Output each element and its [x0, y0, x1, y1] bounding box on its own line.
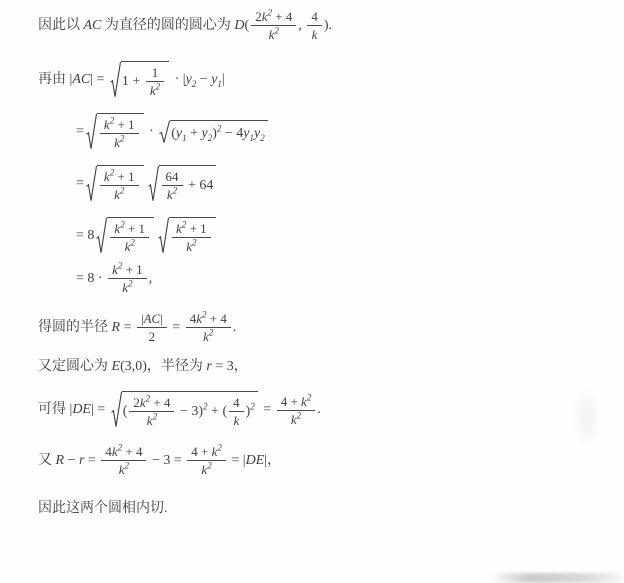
radical-sign-icon: [111, 391, 122, 429]
fraction: [146, 64, 164, 99]
text-run: + 4: [150, 395, 171, 410]
text-run: 4: [189, 311, 197, 326]
fraction-numerator: [186, 310, 231, 327]
text-run: )$^2$: [212, 122, 222, 141]
text-run: (: [122, 403, 128, 419]
fraction-denominator: [187, 460, 226, 478]
fraction-numerator: [146, 64, 164, 81]
text-run: + (: [207, 403, 228, 419]
fraction: [110, 220, 149, 255]
text-run: |，: [264, 452, 282, 468]
text-run: 再由 |: [38, 72, 73, 87]
fraction-denominator: [100, 185, 139, 203]
math-variable: $k^2$: [301, 392, 312, 409]
fraction: [101, 443, 146, 478]
radical-sign-icon: [159, 120, 170, 144]
text-run: −: [196, 72, 212, 87]
text-run: + 1: [124, 221, 146, 236]
math-solution-text: [38, 8, 614, 533]
text-run: + 1: [186, 221, 207, 236]
text-run: | =: [90, 72, 108, 87]
document-line: [76, 261, 614, 296]
text-run: 4: [233, 395, 240, 410]
text-run: ·: [145, 124, 158, 139]
text-run: =: [84, 452, 100, 468]
radical-sign-icon: [110, 61, 121, 99]
fraction: [100, 116, 139, 151]
radicand: [121, 61, 169, 99]
fraction: [229, 394, 244, 429]
math-variable: $y_2$: [254, 125, 265, 143]
text-run: 因此这两个圆相内切.: [38, 501, 168, 516]
text-run: .: [317, 402, 321, 417]
text-run: 2: [255, 9, 262, 24]
sqrt-radical: [86, 113, 144, 151]
sqrt-radical: [110, 61, 169, 99]
fraction-numerator: [100, 168, 139, 185]
text-run: + 1: [114, 169, 135, 184]
radical-sign-icon: [86, 113, 97, 151]
fraction-denominator: [129, 411, 174, 429]
radical-sign-icon: [148, 165, 159, 203]
document-line: [38, 357, 614, 377]
fraction: [137, 310, 167, 345]
text-run: 得圆的半径: [38, 319, 112, 335]
text-run: 4: [311, 9, 318, 24]
text-run: 64: [165, 169, 179, 184]
math-variable: AC: [72, 72, 91, 87]
math-variable: k: [311, 27, 318, 42]
fraction-denominator: [162, 185, 183, 203]
text-run: =: [259, 402, 275, 417]
text-run: =: [76, 176, 84, 191]
math-variable: $k^2$: [103, 167, 115, 184]
fraction-numerator: [110, 220, 149, 237]
math-variable: $k^2$: [196, 309, 207, 326]
text-run: =: [168, 319, 184, 335]
text-run: + 4: [271, 9, 293, 24]
fraction-denominator: [110, 237, 149, 255]
math-variable: $k^2$: [114, 133, 125, 150]
fraction-denominator: [229, 411, 244, 429]
fraction-numerator: [137, 310, 167, 327]
math-variable: $k^2$: [118, 460, 130, 477]
document-line: [38, 443, 614, 478]
text-run: = |: [227, 452, 246, 468]
document-line: [38, 310, 614, 345]
text-run: 4 +: [191, 444, 212, 459]
text-run: −: [64, 452, 79, 468]
math-variable: k: [233, 413, 240, 428]
math-variable: $k^2$: [122, 278, 133, 295]
text-run: 4: [105, 444, 112, 459]
sqrt-radical: [148, 165, 217, 203]
math-variable: E: [111, 359, 121, 374]
document-line: [38, 8, 614, 43]
text-run: | =: [90, 402, 109, 417]
fraction-denominator: [137, 327, 167, 345]
text-run: )$^2$: [245, 400, 255, 419]
text-run: + 4: [206, 311, 227, 326]
text-run: = 8: [76, 228, 95, 243]
document-line: [76, 217, 614, 255]
math-variable: D: [234, 17, 245, 33]
fraction-numerator: [251, 8, 296, 25]
fraction-denominator: [101, 460, 146, 478]
text-run: + 64: [184, 177, 214, 193]
math-variable: r: [78, 452, 85, 468]
math-variable: DE: [72, 402, 91, 417]
text-run: .: [232, 319, 237, 335]
math-variable: $k^2$: [203, 327, 214, 344]
radical-sign-icon: [86, 165, 97, 203]
fraction-numerator: [277, 393, 316, 410]
fraction-numerator: [187, 443, 226, 460]
fraction: [187, 443, 226, 478]
fraction-numerator: [100, 116, 139, 133]
scan-smudge-artifact: [490, 573, 622, 583]
text-run: (: [244, 17, 250, 33]
text-run: =: [76, 124, 84, 139]
text-run: + 1: [114, 117, 135, 132]
math-variable: r: [206, 359, 212, 374]
fraction: [172, 220, 211, 255]
fraction-denominator: [108, 278, 147, 296]
radicand: [169, 217, 216, 255]
fraction: [277, 393, 316, 428]
text-run: (: [171, 125, 176, 141]
text-run: 4 +: [280, 393, 302, 409]
math-variable: $k^2$: [103, 115, 115, 132]
math-variable: $k^2$: [261, 7, 272, 24]
text-run: ,: [148, 270, 153, 286]
fraction-denominator: [277, 410, 316, 428]
scan-noise-artifact: [572, 388, 602, 448]
math-variable: $k^2$: [114, 185, 125, 202]
text-run: 可得 |: [38, 402, 73, 417]
sqrt-radical: [111, 391, 258, 429]
math-variable: $k^2$: [201, 460, 212, 477]
fraction-numerator: [172, 220, 211, 237]
math-variable: $k^2$: [176, 219, 187, 236]
text-run: − 3)$^2$: [176, 400, 208, 419]
math-variable: $k^2$: [111, 442, 123, 459]
text-run: +: [186, 125, 202, 141]
text-run: − 4: [221, 125, 244, 141]
sqrt-radical: [86, 165, 144, 203]
text-run: |: [140, 311, 144, 326]
math-variable: AC: [83, 17, 102, 33]
text-run: 又: [38, 452, 56, 468]
text-run: ).: [323, 17, 332, 33]
text-run: 因此以: [38, 17, 84, 33]
fraction: [100, 168, 139, 203]
math-variable: R: [55, 452, 65, 468]
text-run: 1 +: [121, 73, 144, 89]
fraction-numerator: [307, 8, 322, 25]
text-run: ,: [298, 17, 306, 33]
radical-sign-icon: [96, 217, 107, 255]
math-variable: $k^2$: [166, 185, 178, 202]
fraction: [186, 310, 231, 345]
math-variable: $k^2$: [112, 260, 123, 277]
fraction-numerator: [129, 394, 174, 411]
math-variable: $y_2$: [201, 125, 213, 143]
text-run: 2: [133, 395, 140, 410]
text-run: · |: [171, 72, 186, 87]
sqrt-radical: [159, 120, 268, 144]
text-run: + 4: [122, 444, 143, 459]
math-variable: $k^2$: [268, 25, 279, 42]
fraction: [307, 8, 322, 43]
radicand: [170, 120, 268, 144]
fraction-numerator: [108, 261, 147, 278]
math-variable: DE: [245, 452, 265, 468]
fraction-numerator: [101, 443, 146, 460]
radicand: [122, 391, 258, 429]
sqrt-radical: [158, 217, 216, 255]
text-run: = 3，: [211, 359, 248, 374]
text-run: − 3 =: [148, 452, 186, 468]
radical-sign-icon: [158, 217, 169, 255]
math-variable: $k^2$: [139, 393, 151, 410]
math-variable: $k^2$: [186, 237, 197, 254]
fraction: [108, 261, 147, 296]
fraction-numerator: [229, 394, 244, 411]
radicand: [97, 113, 144, 151]
math-variable: $y_2$: [185, 72, 197, 89]
document-line: [38, 61, 614, 99]
fraction-denominator: [307, 25, 322, 43]
fraction: [129, 394, 174, 429]
text-run: (3,0)，半径为: [120, 359, 207, 374]
text-run: = 8 ·: [76, 270, 107, 286]
radicand: [159, 165, 217, 203]
fraction-denominator: [251, 25, 296, 43]
math-variable: R: [111, 319, 121, 335]
math-variable: $k^2$: [290, 410, 302, 427]
math-variable: $k^2$: [149, 81, 161, 98]
radicand: [107, 217, 154, 255]
math-variable: $y_1$: [211, 72, 222, 89]
document-line: [38, 499, 614, 519]
radicand: [97, 165, 144, 203]
text-run: 又定圆心为: [38, 359, 112, 374]
fraction-denominator: [172, 237, 211, 255]
document-line: [76, 165, 614, 203]
math-variable: $k^2$: [146, 411, 158, 428]
fraction: [251, 8, 296, 43]
fraction-denominator: [186, 327, 231, 345]
math-variable: $y_1$: [175, 125, 187, 143]
fraction: [162, 168, 183, 203]
fraction-denominator: [146, 81, 164, 99]
text-run: 1: [151, 65, 159, 80]
fraction-denominator: [100, 133, 139, 151]
text-run: 2: [148, 329, 156, 344]
math-variable: $k^2$: [211, 442, 222, 459]
text-run: =: [120, 319, 135, 335]
math-variable: AC: [143, 311, 161, 326]
document-line: [76, 113, 614, 151]
text-run: |: [221, 72, 225, 87]
fraction-numerator: [162, 168, 183, 185]
math-variable: $y_1$: [243, 125, 255, 143]
document-line: [38, 391, 614, 429]
math-variable: $k^2$: [124, 237, 135, 254]
sqrt-radical: [96, 217, 154, 255]
text-run: |: [160, 311, 163, 326]
math-variable: $k^2$: [114, 219, 125, 236]
text-run: + 1: [122, 262, 143, 277]
text-run: 为直径的圆的圆心为: [101, 17, 235, 33]
